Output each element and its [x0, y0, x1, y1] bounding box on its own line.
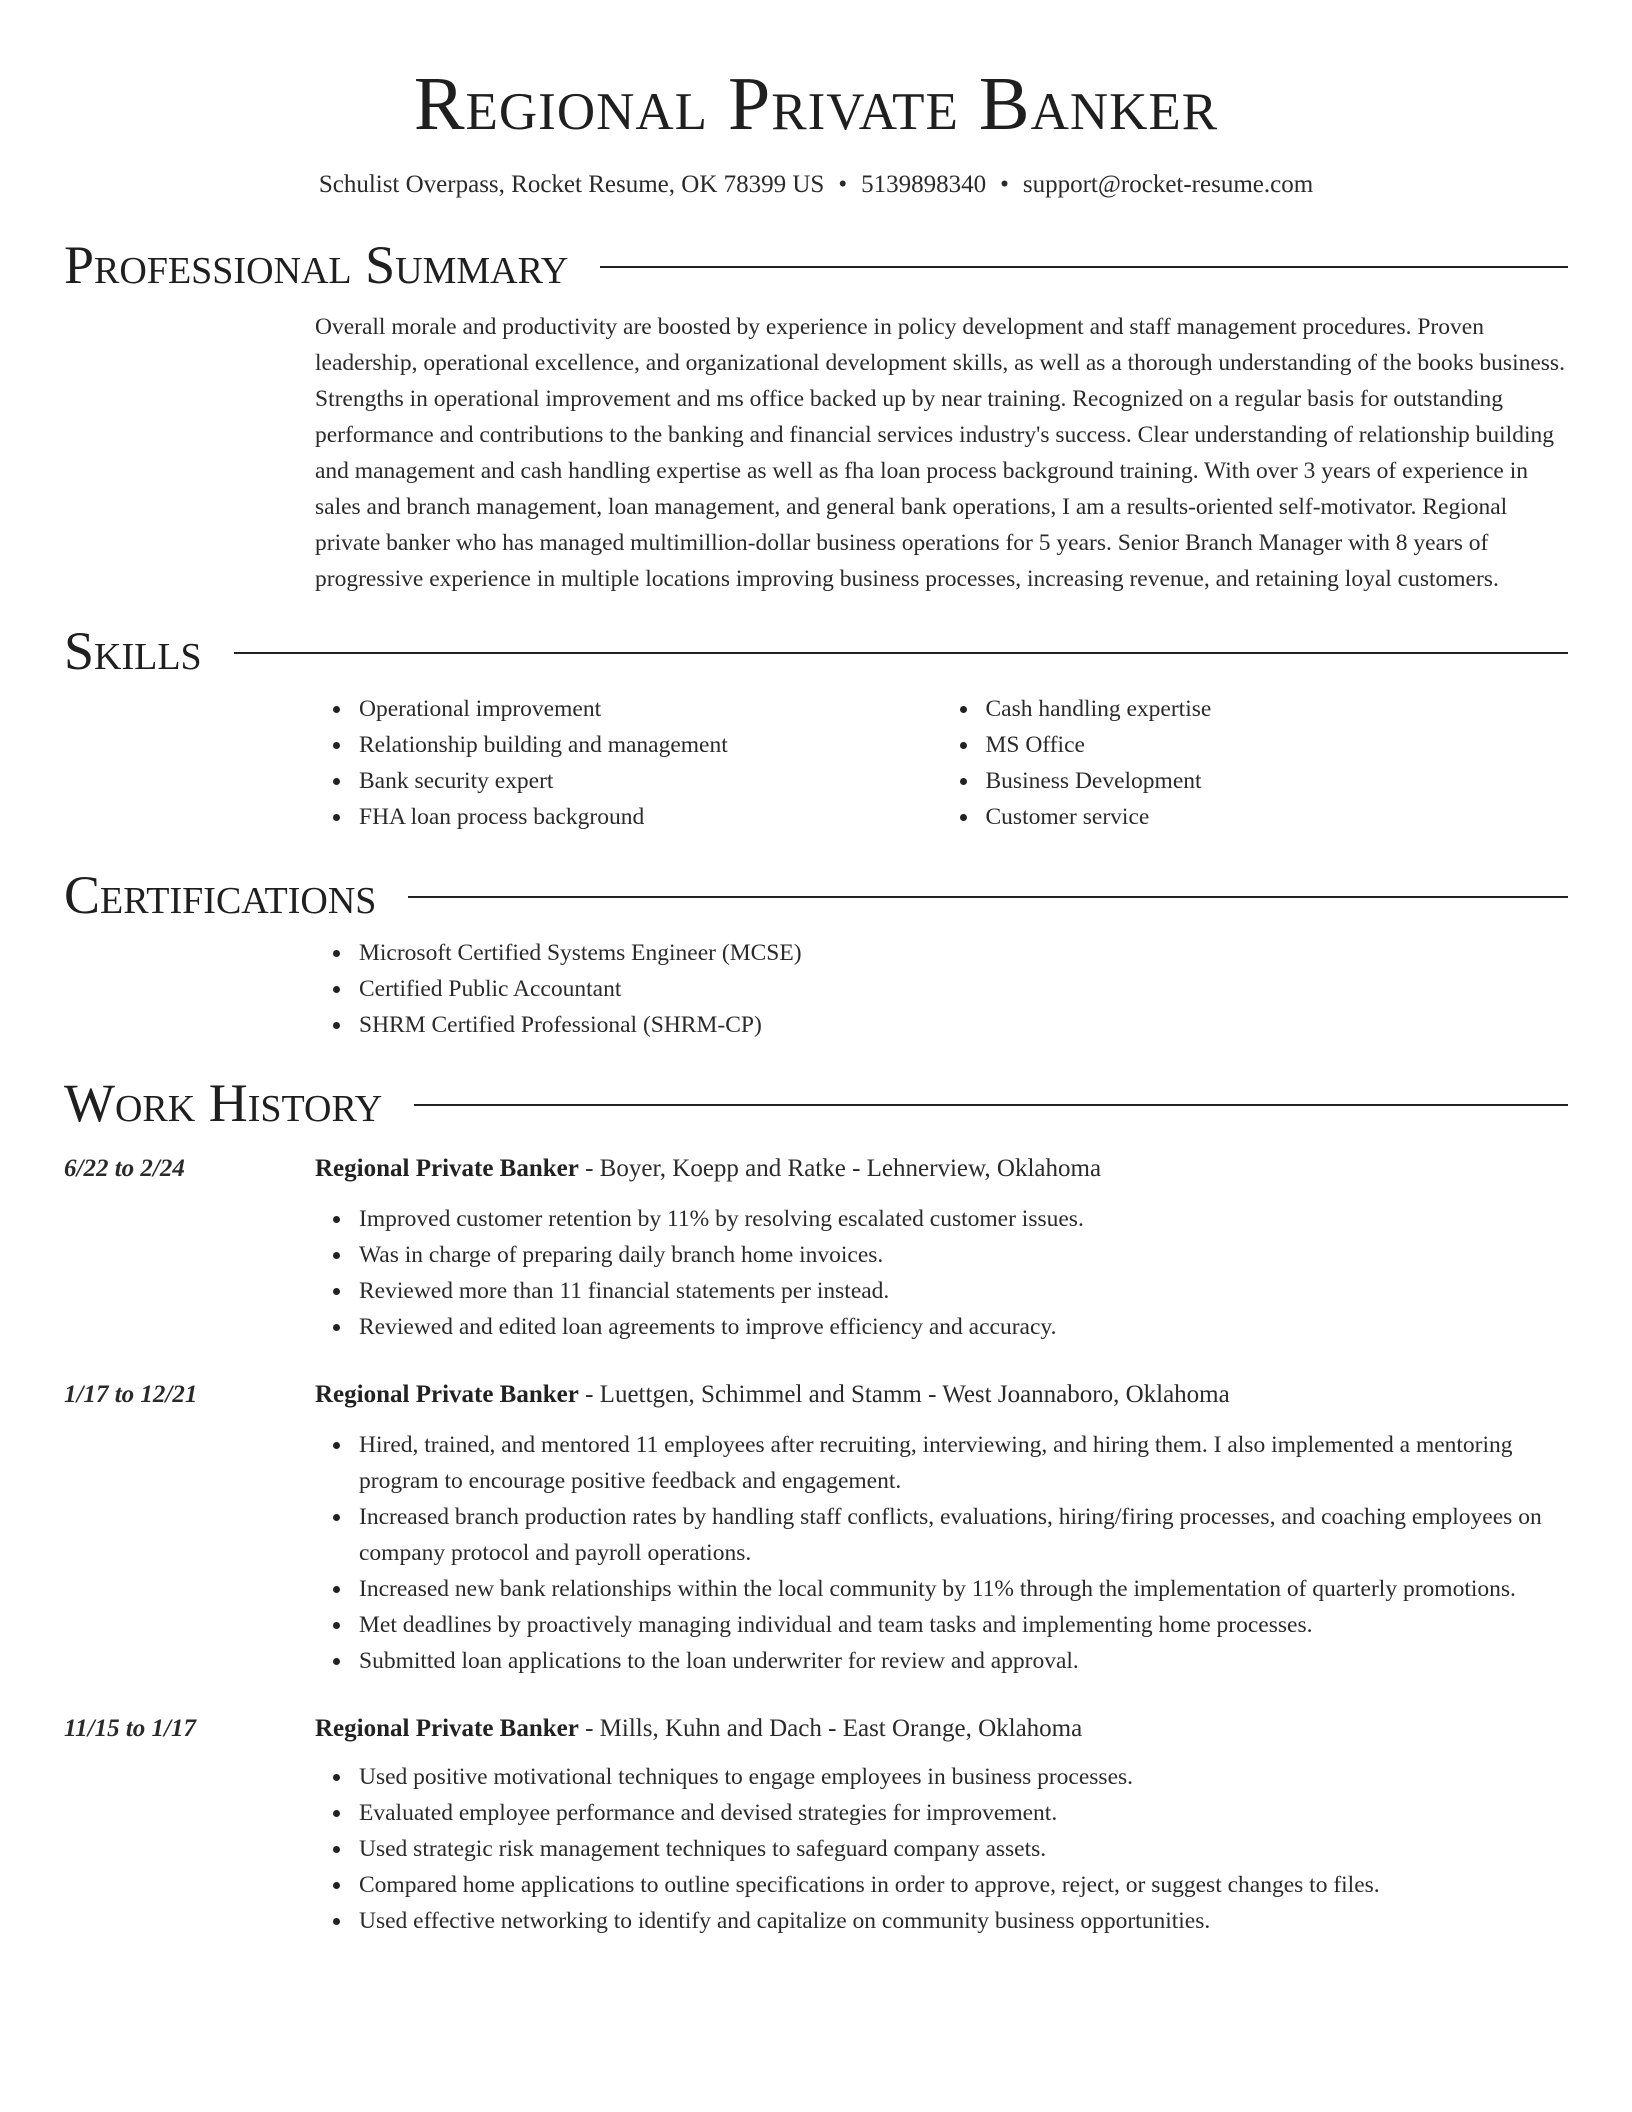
skill-item: Cash handling expertise [986, 691, 1569, 727]
job-bullet: Hired, trained, and mentored 11 employees after recruiting, interviewing, and hiring them. I also implemented a mentoring program to encourage positive feedback and engagement. [359, 1427, 1568, 1499]
job-title: Regional Private Banker [315, 1381, 579, 1408]
job-bullet: Increased new bank relationships within the local community by 11% through the implementation of quarterly promotions. [359, 1571, 1568, 1607]
skill-item: FHA loan process background [359, 799, 942, 835]
job-bullet: Compared home applications to outline specifications in order to approve, reject, or suggest changes to files. [359, 1867, 1568, 1903]
certifications-list [315, 935, 1568, 1043]
job-bullet: Improved customer retention by 11% by resolving escalated customer issues. [359, 1201, 1568, 1237]
section-summary [64, 235, 1568, 597]
contact-separator: • [1000, 171, 1009, 198]
job-entry [64, 1151, 1568, 1345]
job-bullet: Increased branch production rates by handling staff conflicts, evaluations, hiring/firing processes, and coaching employees on company protocol and payroll operations. [359, 1499, 1568, 1571]
job-bullets [315, 1201, 1568, 1345]
section-header [64, 1073, 1568, 1133]
section-certifications [64, 865, 1568, 1043]
job-entry [64, 1377, 1568, 1679]
skill-item: Business Development [986, 763, 1569, 799]
section-title: Skills [64, 621, 202, 681]
skills-column-left [315, 691, 942, 835]
contact-phone: 5139898340 [861, 171, 987, 198]
job-entry [64, 1711, 1568, 1939]
contact-line [64, 168, 1568, 202]
section-divider [414, 1104, 1568, 1106]
job-header [64, 1711, 1568, 1747]
section-divider [600, 266, 1568, 268]
section-header [64, 235, 1568, 295]
job-bullet: Met deadlines by proactively managing individual and team tasks and implementing home processes. [359, 1607, 1568, 1643]
job-bullets [315, 1427, 1568, 1679]
job-dates: 11/15 to 1/17 [64, 1715, 196, 1742]
job-bullet: Used positive motivational techniques to engage employees in business processes. [359, 1759, 1568, 1795]
job-bullet: Reviewed more than 11 financial statements per instead. [359, 1273, 1568, 1309]
job-bullet: Reviewed and edited loan agreements to improve efficiency and accuracy. [359, 1309, 1568, 1345]
job-employer-location: - Boyer, Koepp and Ratke - Lehnerview, Oklahoma [578, 1155, 1102, 1182]
skill-item: Bank security expert [359, 763, 942, 799]
contact-email: support@rocket-resume.com [1022, 171, 1314, 198]
section-title: Certifications [64, 865, 377, 925]
job-employer-location: - Luettgen, Schimmel and Stamm - West Joannaboro, Oklahoma [578, 1381, 1230, 1408]
section-work-history [64, 1073, 1568, 1939]
certification-item: SHRM Certified Professional (SHRM-CP) [359, 1007, 1568, 1043]
job-dates: 6/22 to 2/24 [64, 1155, 185, 1182]
resume-name: Regional Private Banker [413, 62, 1219, 146]
contact-address: Schulist Overpass, Rocket Resume, OK 78399 US [318, 171, 825, 198]
skill-item: Customer service [986, 799, 1569, 835]
section-title: Work History [64, 1073, 383, 1133]
job-bullet: Used effective networking to identify and capitalize on community business opportunities. [359, 1903, 1568, 1939]
contact-separator: • [838, 171, 848, 198]
job-bullet: Used strategic risk management techniques to safeguard company assets. [359, 1831, 1568, 1867]
skill-item: Relationship building and management [359, 727, 942, 763]
skills-column-right [942, 691, 1569, 835]
section-divider [408, 896, 1568, 898]
summary-text: Overall morale and productivity are boosted by experience in policy development and staff management procedures. Proven leadership, operational excellence, and organizational development skills, as well as a thorough understanding of the books business. Strengths in operational improvement and ms office backed up by near training. Recognized on a regular basis for outstanding performance and contributions to the banking and financial services industry's success. Clear understanding of relationship building and management and cash handling expertise as well as fha loan process background training. With over 3 years of experience in sales and branch management, loan management, and general bank operations, I am a results-oriented self-motivator. Regional private banker who has managed multimillion-dollar business operations for 5 years. Senior Branch Manager with 8 years of progressive experience in multiple locations improving business processes, increasing revenue, and retaining loyal customers. [315, 314, 1565, 592]
job-bullets [315, 1759, 1568, 1939]
certification-item: Microsoft Certified Systems Engineer (MCSE) [359, 935, 1568, 971]
resume-page [64, 0, 1568, 1939]
certification-item: Certified Public Accountant [359, 971, 1568, 1007]
job-title: Regional Private Banker [315, 1715, 579, 1742]
job-bullet: Submitted loan applications to the loan underwriter for review and approval. [359, 1643, 1568, 1679]
section-divider [234, 652, 1568, 654]
skills-grid [315, 691, 1568, 835]
section-skills [64, 621, 1568, 835]
section-header [64, 621, 1568, 681]
section-header [64, 865, 1568, 925]
job-bullet: Was in charge of preparing daily branch home invoices. [359, 1237, 1568, 1273]
job-header [64, 1151, 1568, 1187]
job-bullet: Evaluated employee performance and devised strategies for improvement. [359, 1795, 1568, 1831]
section-title: Professional Summary [64, 235, 569, 295]
job-header [64, 1377, 1568, 1413]
skill-item: Operational improvement [359, 691, 942, 727]
job-title: Regional Private Banker [315, 1155, 579, 1182]
skill-item: MS Office [986, 727, 1569, 763]
job-dates: 1/17 to 12/21 [64, 1381, 198, 1408]
job-employer-location: - Mills, Kuhn and Dach - East Orange, Oklahoma [578, 1715, 1083, 1742]
